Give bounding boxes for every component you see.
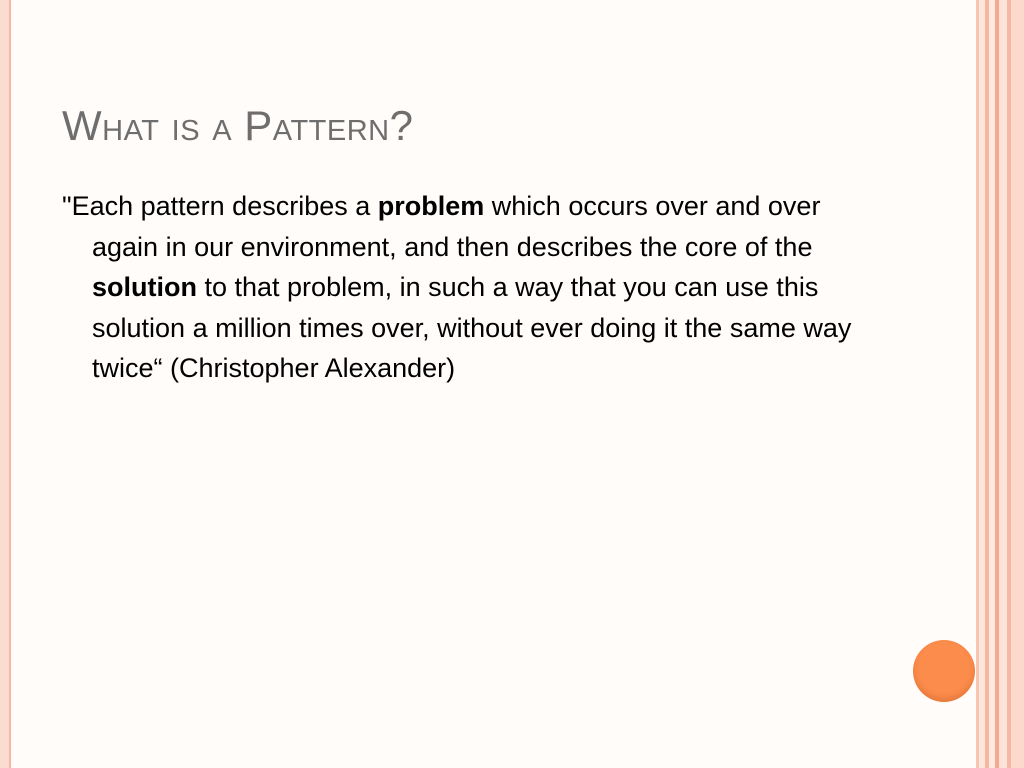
- slide-title: What is a Pattern?: [62, 102, 414, 149]
- quote-text: "Each pattern describes a: [62, 191, 378, 221]
- quote-paragraph: [62, 186, 892, 389]
- left-border-line: [9, 0, 11, 768]
- quote-emphasis-solution: solution: [92, 272, 197, 302]
- quote-emphasis-problem: problem: [377, 191, 485, 221]
- right-border-stripe: [999, 0, 1007, 768]
- decorative-orange-circle: [913, 640, 975, 702]
- left-border-band: [0, 0, 9, 768]
- quote-text: to that problem, in such a way that you can use this solution a million times over, without ever doing it the same way twice“ (Christopher Alexander): [92, 272, 852, 383]
- right-border-stripe: [1011, 0, 1024, 768]
- quote-text: which occurs over and over again in our environment, and then describes the core of the: [92, 191, 821, 262]
